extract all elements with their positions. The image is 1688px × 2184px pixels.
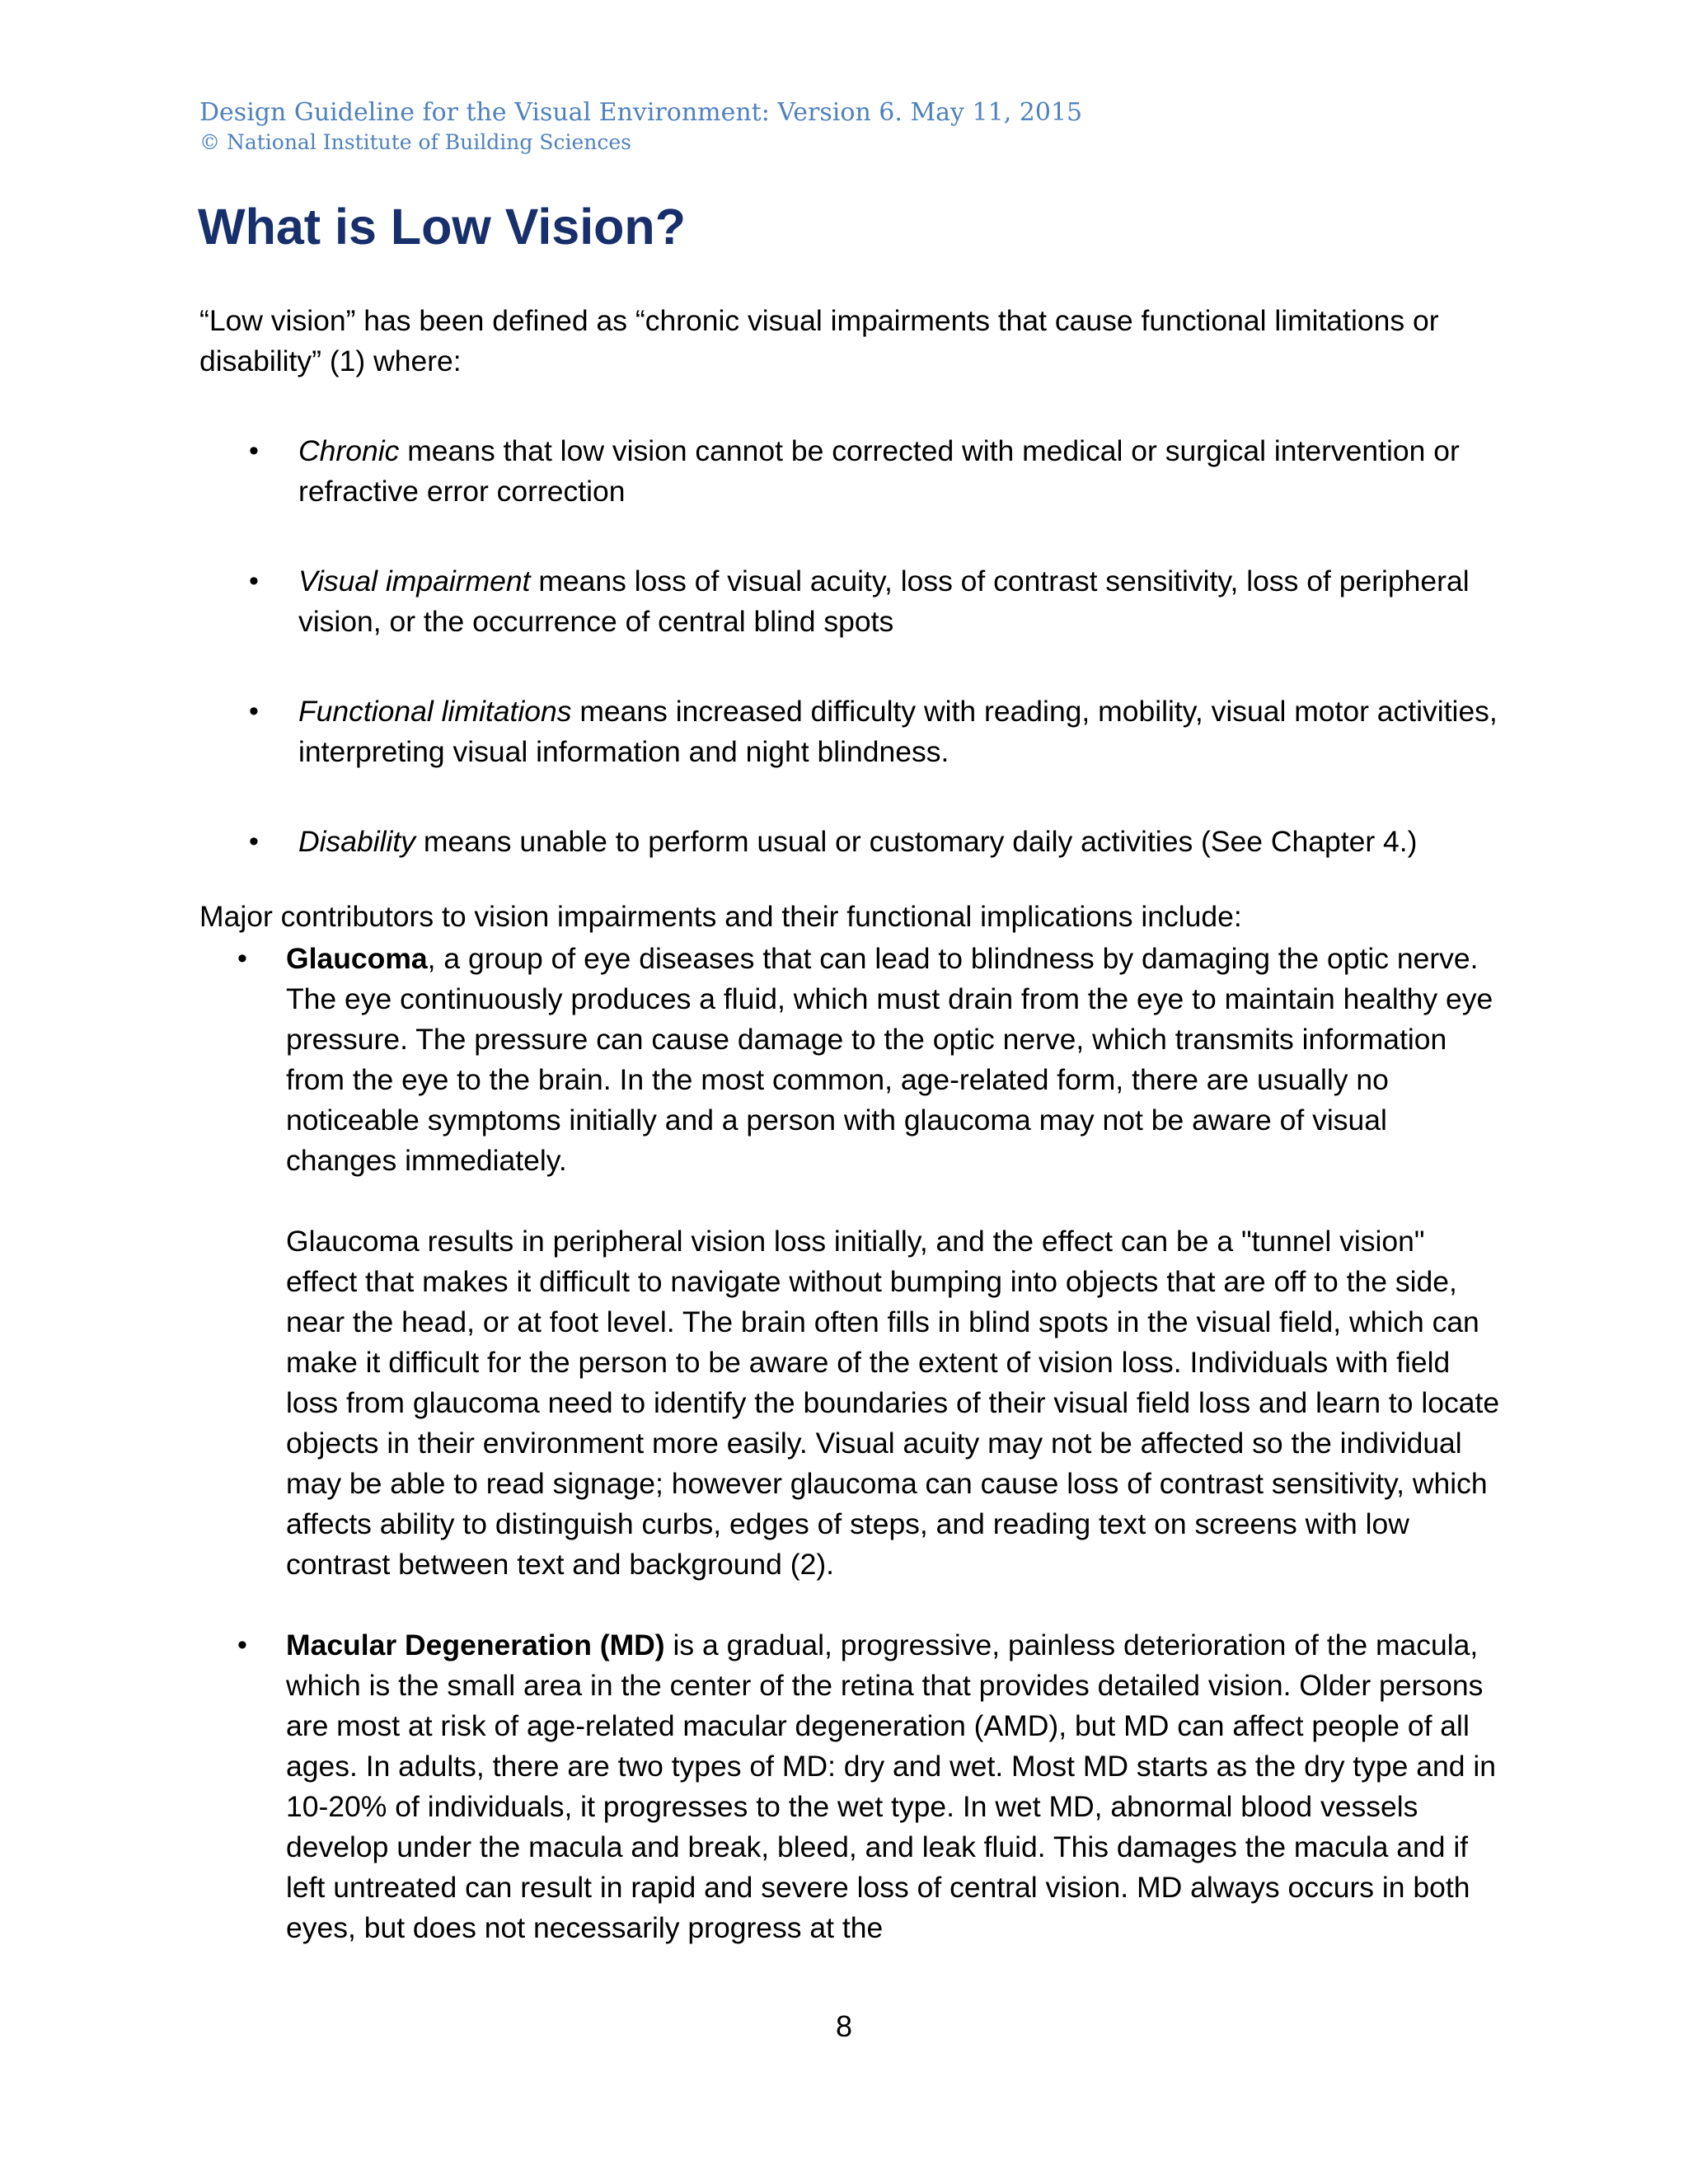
bullet-icon: •: [237, 1629, 247, 1661]
contributor-paragraph: [286, 939, 1502, 1181]
bullet-icon: •: [237, 943, 247, 974]
definition-item: [199, 691, 1502, 772]
header-document-title: Design Guideline for the Visual Environment: Version 6. May 11, 2015: [199, 98, 1083, 127]
contributor-item-glaucoma: [199, 939, 1502, 1585]
definition-item: [199, 431, 1502, 512]
definition-text: means unable to perform usual or customary daily activities (See Chapter 4.): [415, 825, 1418, 858]
contributor-text: , a group of eye diseases that can lead to blindness by damaging the optic nerve. The eye continuously produces a fluid, which must drain from the eye to maintain healthy eye pressure. The pressure can cause damage to the optic nerve, which transmits information from the eye to the brain. In the most common, age-related form, there are usually no noticeable symptoms initially and a person with glaucoma may not be aware of visual changes immediately.: [286, 942, 1493, 1177]
contributor-term: Glaucoma: [286, 942, 428, 975]
contributor-text: is a gradual, progressive, painless deterioration of the macula, which is the small area in the center of the retina that provides detailed vision. Older persons are most at risk of age-related macular degeneration (AMD), but MD can affect people of all ages. In adults, there are two types of MD: dry and wet. Most MD starts as the dry type and in 10-20% of individuals, it progresses to the wet type. In wet MD, abnormal blood vessels develop under the macula and break, bleed, and leak fluid. This damages the macula and if left untreated can result in rapid and severe loss of central vision. MD always occurs in both eyes, but does not necessarily progress at the: [286, 1629, 1496, 1944]
contributor-paragraph-2: Glaucoma results in peripheral vision loss initially, and the effect can be a "tunnel vision" effect that makes it difficult to navigate without bumping into objects that are off to the side, near the head, or at foot level. The brain often fills in blind spots in the visual field, which can make it difficult for the person to be aware of the extent of vision loss. Individuals with field loss from glaucoma need to identify the boundaries of their visual field loss and learn to locate objects in their environment more easily. Visual acuity may not be affected so the individual may be able to read signage; however glaucoma can cause loss of contrast sensitivity, which affects ability to distinguish curbs, edges of steps, and reading text on screens with low contrast between text and background (2).: [286, 1225, 1500, 1581]
definition-term: Chronic: [298, 434, 400, 467]
bullet-icon: •: [249, 696, 259, 727]
contributors-list: [199, 939, 1502, 1948]
definition-text: means that low vision cannot be corrected with medical or surgical intervention or refractive error correction: [298, 434, 1460, 508]
contributors-lead: Major contributors to vision impairments and their functional implications include:: [199, 900, 1242, 933]
body-content: [199, 301, 1502, 1948]
contributor-paragraph: [286, 1625, 1502, 1948]
intro-paragraph: “Low vision” has been defined as “chronic visual impairments that cause functional limitations or disability” (1) where:: [199, 304, 1439, 377]
bullet-icon: •: [249, 435, 259, 466]
definition-text: means loss of visual acuity, loss of contrast sensitivity, loss of peripheral vision, or the occurrence of central blind spots: [298, 565, 1470, 638]
contributor-item-macular-degeneration: [199, 1625, 1502, 1948]
header-copyright: © National Institute of Building Sciences: [199, 130, 631, 154]
running-header: [199, 97, 1518, 157]
definition-text: means increased difficulty with reading, mobility, visual motor activities, interpreting visual information and night blindness.: [298, 695, 1498, 768]
page-title: What is Low Vision?: [198, 199, 686, 255]
bullet-icon: •: [249, 565, 259, 597]
definition-item: [199, 822, 1502, 862]
bullet-icon: •: [249, 826, 259, 857]
definition-term: Visual impairment: [298, 565, 531, 598]
definition-term: Functional limitations: [298, 695, 572, 728]
contributor-term: Macular Degeneration (MD): [286, 1629, 665, 1661]
definition-item: [199, 561, 1502, 642]
definition-term: Disability: [298, 825, 416, 858]
page-number: 8: [835, 2009, 853, 2043]
definition-list: [199, 431, 1502, 862]
